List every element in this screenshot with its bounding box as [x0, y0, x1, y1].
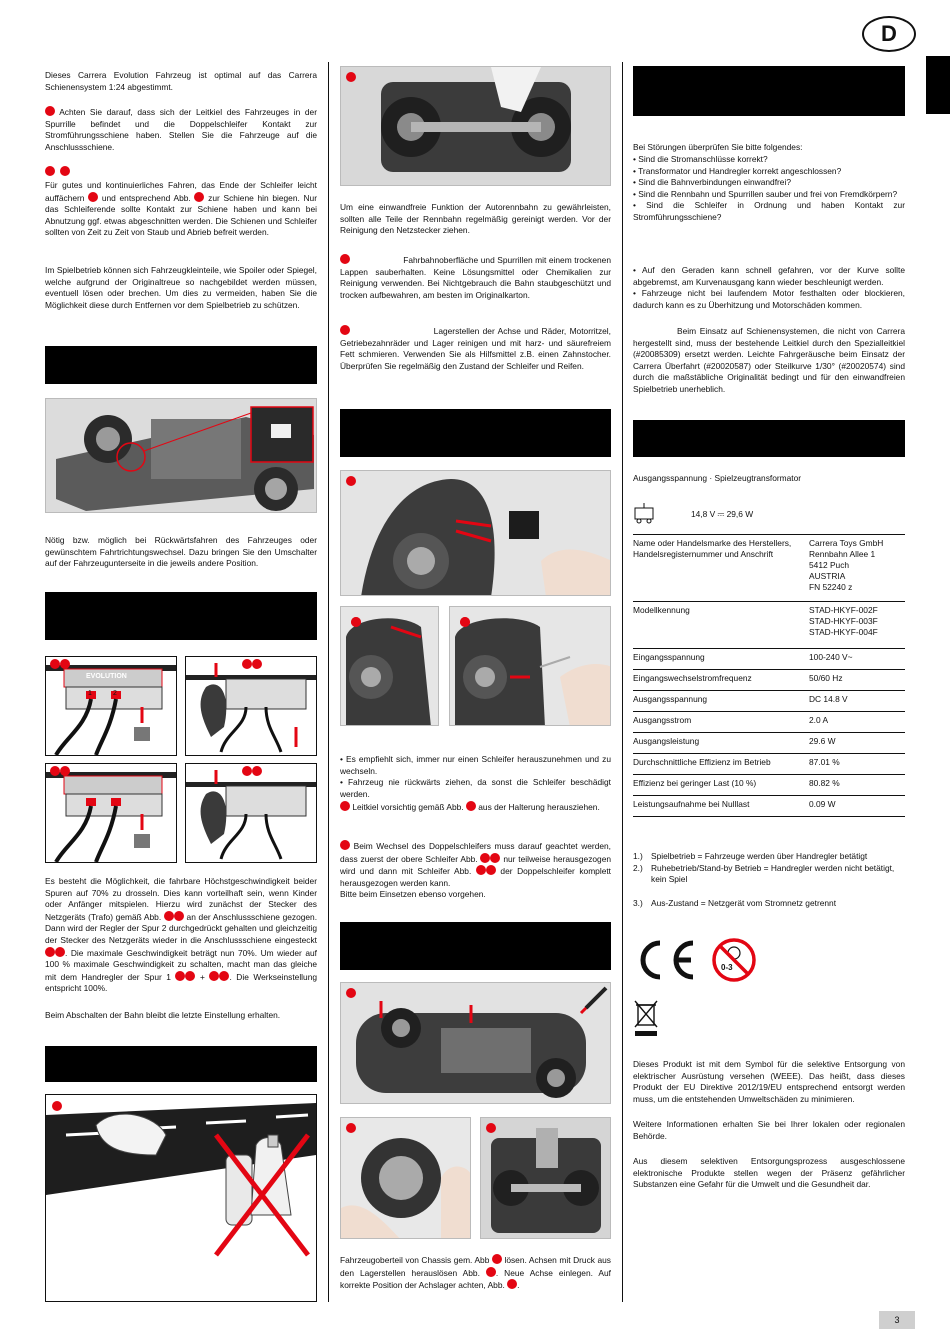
car-underside-photo [45, 398, 317, 513]
spec-label: Effizienz bei geringer Last (10 %) [633, 775, 809, 796]
cleaning-text: Fahrbahnoberfläche und Spurrillen mit einem trockenen Lappen sauberhalten. Keine Lösungsmittel oder Chemikalien zur Reinigung verwenden. Bei Nichtgebrauch die Bahn staubgeschützt und trocken aufbewahren, am besten im Originalkarton. [340, 255, 611, 300]
spec-label: Ausgangsleistung [633, 733, 809, 754]
modes-list [633, 851, 905, 909]
trouble-list [633, 154, 905, 224]
spec-value: 0.09 W [809, 796, 905, 817]
track-figure-3 [45, 763, 177, 863]
spec-label: Leistungsaufnahme bei Nulllast [633, 796, 809, 817]
language-badge: D [862, 16, 916, 52]
column-divider [622, 62, 623, 1302]
weee-text-1: Dieses Produkt ist mit dem Symbol für die selektive Entsorgung von elektrischer Ausrüstung versehen (WEEE). Das heißt, dass dieses Produkt der EU Direktive 2012/19/EU entsprechend entsorgt werden muss, um die entstehenden Umweltschäden zu minimieren. [633, 1059, 905, 1104]
section-header-bar [45, 592, 317, 640]
age-warning-icon: 0-3 [711, 937, 757, 983]
maintenance-text: Um eine einwandfreie Funktion der Autorennbahn zu gewährleisten, sollten alle Teile der Rennbahn regelmäßig gereinigt werden. Vor der Reinigung den Netzstecker ziehen. [340, 202, 611, 236]
spec-value: 100-240 V~ [809, 649, 905, 670]
spec-value: 29.6 W [809, 733, 905, 754]
spec-label: Eingangswechselstromfrequenz [633, 670, 809, 691]
mode-text: Ruhebetrieb/Stand-by Betrieb = Handregler werden nicht betätigt, kein Spiel [651, 862, 895, 885]
table-row [633, 649, 905, 670]
axle-lubrication-photo [340, 66, 611, 186]
page-number: 3 [879, 1311, 915, 1329]
list-item: • Fahrzeuge nicht bei laufendem Motor festhalten oder blockieren, dadurch kann es zu Überhitzung und Motorschäden kommen. [633, 288, 905, 310]
list-item: • Sind die Rennbahn und Spurrillen sauber und frei von Fremdkörpern? [633, 188, 898, 199]
list-item: • Transformator und Handregler korrekt angeschlossen? [633, 165, 842, 176]
play-text: Im Spielbetrieb können sich Fahrzeugkleinteile, wie Spoiler oder Spiegel, welche aufgrund der Originaltreue so nachgebildet werden müssen, eventuell lösen oder brechen. Um dies zu vermeiden, haben Sie die Möglichkeit diese durch Entfernen vor dem Spielbetrieb zu schützen. [45, 265, 317, 310]
section-header-bar [633, 66, 905, 116]
intro-text: Dieses Carrera Evolution Fahrzeug ist optimal auf das Carrera Schienensystem 1:24 abgestimmt. [45, 70, 317, 92]
spec-label: Ausgangsstrom [633, 712, 809, 733]
weee-text-3: Aus diesem selektiven Entsorgungsprozess ausgeschlossene elektronische Produkte stellen wegen der Präsenz gefährlicher Substanzen eine Gefahr für die Umwelt und die Gesundheit dar. [633, 1156, 905, 1190]
axle-removal-photo [340, 1117, 471, 1239]
table-row [633, 691, 905, 712]
spec-label: Name oder Handelsmarke des Herstellers, Handelsregisternummer und Anschrift [633, 535, 809, 602]
spec-label: Modellkennung [633, 602, 809, 649]
table-row [633, 796, 905, 817]
track-figure-1: EVOLUTION 1 2 [45, 656, 177, 756]
table-row [633, 535, 905, 602]
spec-value: DC 14.8 V [809, 691, 905, 712]
section-header-bar [340, 922, 611, 970]
table-row [633, 775, 905, 796]
spec-label: Eingangsspannung [633, 649, 809, 670]
chassis-photo [340, 982, 611, 1104]
list-item: • Sind die Schleifer in Ordnung und haben Kontakt zur Stromführungsschiene? [633, 200, 905, 222]
list-item [633, 898, 905, 910]
list-item [633, 851, 905, 863]
table-row [633, 712, 905, 733]
spec-label: Ausgangsspannung [633, 691, 809, 712]
section-header-bar [45, 1046, 317, 1082]
guide-note: Achten Sie darauf, dass sich der Leitkiel des Fahrzeuges in der Spurrille befindet und die Doppelschleifer Kontakt zur Stromführungsschiene haben. Stellen Sie die Fahrzeuge auf die Anschlussschiene. [45, 107, 317, 152]
bullet-no-reverse: • Fahrzeug nie rückwärts ziehen, da sonst die Schleifer beschädigt werden. [340, 777, 611, 799]
mode-number: 1.) [633, 851, 643, 861]
list-item: • Sind die Bahnverbindungen einwandfrei? [633, 177, 791, 188]
mode-number: 3.) [633, 897, 643, 908]
mode-number: 2.) [633, 862, 643, 873]
lubrication-text: Lagerstellen der Achse und Räder, Motorritzel, Getriebezahnräder und Lager reinigen und mit harz- und säurefreiem Fett schmieren. Verwenden Sie als Hilfsmittel z.B. einen Zahnstocher. Überprüfen Sie regelmäßig den Zustand der Schleifer und Reifen. [340, 326, 611, 371]
double-braid-text: Beim Wechsel des Doppelschleifers muss darauf geachtet werden, dass zuerst der obere Schleifer Abb. nur teilweise herausgezogen wird und dann mit Schleifer Abb. der Doppelschleifer komplett herausgezogen werden kann. Bitte beim Einsetzen ebenso vorgehen. [340, 841, 612, 900]
table-row [633, 754, 905, 775]
mode-text: Aus-Zustand = Netzgerät vom Stromnetz getrennt [651, 897, 837, 908]
braid-text: Für gutes und kontinuierliches Fahren, das Ende der Schleifer leicht auffächern und entsprechend Abb. zur Schiene hin biegen. Nur das Schleiferende sollte Kontakt zur Schiene haben und kann bei Abnutzung ggf. etwas abgeschnitten werden. Die Schienen und Schleifer sollten von Zeit zu Zeit von Staub und Abrieb befreit werden. [45, 180, 318, 238]
spec-value: 2.0 A [809, 712, 905, 733]
braid-markers [45, 166, 70, 179]
list-item [633, 863, 905, 886]
spec-value: 87.01 % [809, 754, 905, 775]
list-item: • Sind die Stromanschlüsse korrekt? [633, 154, 768, 164]
bullet-one-braid: • Es empfiehlt sich, immer nur einen Schleifer herauszunehmen und zu wechseln. [340, 754, 611, 776]
spec-value: STAD-HKYF-002F STAD-HKYF-003F STAD-HKYF-004F [809, 602, 905, 649]
section-header-bar [340, 409, 611, 457]
transformer-icon [633, 502, 655, 524]
speed-text: Es besteht die Möglichkeit, die fahrbare Höchstgeschwindigkeit beider Spuren auf 70% zu drosseln. Dies kann vorteilhaft sein, wenn Kinder oder Anfänger mitspielen. Hierzu wird zunächst der Stecker des Netzgeräts (Trafo) gemäß Abb. an der Anschlussschiene gezogen. Dann wird der Regler der Spur 2 durchgedrückt gehalten und gleichzeitig der Stecker des Netzgeräts wieder in die Anschlussschiene eingesteckt . Die maximale Geschwindigkeit beträgt nun 70%. Um wieder auf 100 % maximale Geschwindigkeit zu schalten, macht man das gleiche mit dem Handregler der Spur 1 + . Die Werkseinstellung entspricht 100%. [45, 876, 318, 994]
list-item: • Auf den Geraden kann schnell gefahren, vor der Kurve sollte abgebremst, am Kurvenausgang kann wieder beschleunigt werden. [633, 265, 905, 287]
guide-keel-removal-photo [340, 470, 611, 596]
axle-bearing-photo [480, 1117, 611, 1239]
tips-list [633, 265, 905, 311]
step-marker [45, 106, 55, 116]
spec-value: 50/60 Hz [809, 670, 905, 691]
table-row [633, 733, 905, 754]
reverse-text: Nötig bzw. möglich bei Rückwärtsfahren des Fahrzeuges oder gewünschtem Fahrtrichtungswechsel. Dazu bringen Sie den Umschalter auf der Fahrzeugunterseite in die jeweils andere Position. [45, 535, 317, 569]
spec-value: Carrera Toys GmbH Rennbahn Allee 1 5412 Puch AUSTRIA FN 52240 z [809, 535, 905, 602]
column-divider [328, 62, 329, 1302]
output-voltage-caption: Ausgangsspannung · Spielzeugtransformator [633, 473, 802, 483]
section-header-bar [45, 346, 317, 384]
cleaning-illustration [45, 1094, 317, 1302]
spec-table [633, 535, 905, 817]
last-setting-text: Beim Abschalten der Bahn bleibt die letzte Einstellung erhalten. [45, 1010, 281, 1020]
weee-bin-icon [633, 999, 659, 1037]
ce-mark-icon [633, 939, 697, 981]
spec-label: Durchschnittliche Effizienz im Betrieb [633, 754, 809, 775]
weee-text-2: Weitere Informationen erhalten Sie bei Ihrer lokalen oder regionalen Behörde. [633, 1119, 905, 1141]
track-figure-2 [185, 656, 317, 756]
spec-value: 80.82 % [809, 775, 905, 796]
mode-text: Spielbetrieb = Fahrzeuge werden über Handregler betätigt [651, 851, 868, 861]
table-row [633, 602, 905, 649]
section-header-bar [633, 420, 905, 457]
spec-table-wrap [633, 534, 905, 817]
guide-keel-text: Leitkiel vorsichtig gemäß Abb. aus der Halterung herausziehen. [340, 801, 611, 814]
braid-removal-photo-2 [449, 606, 611, 726]
trouble-intro: Bei Störungen überprüfen Sie bitte folgendes: [633, 142, 803, 152]
table-row [633, 670, 905, 691]
track-systems-text: Beim Einsatz auf Schienensystemen, die nicht von Carrera hergestellt sind, muss der bestehende Leitkiel durch den Spezialleitkiel (#20085309) ersetzt werden. Leichte Fahrgeräusche beim Einsatz der Carrera Überfahrt (#20020587) oder Steilkurve 1/30° (#20020574) sind durch die maßstäbliche Originalität bedingt und für den einwandfreien Spielbetrieb unerheblich. [633, 326, 905, 394]
track-figure-4 [185, 763, 317, 863]
voltage-rating: 14,8 V ⎓ 29,6 W [691, 509, 754, 519]
axle-text: Fahrzeugoberteil von Chassis gem. Abb lösen. Achsen mit Druck aus den Lagerstellen herauslösen Abb. . Neue Achse einlegen. Auf korrekte Position der Achslager achten, Abb. . [340, 1255, 612, 1291]
section-tab [926, 56, 950, 114]
braid-removal-photo-1 [340, 606, 439, 726]
